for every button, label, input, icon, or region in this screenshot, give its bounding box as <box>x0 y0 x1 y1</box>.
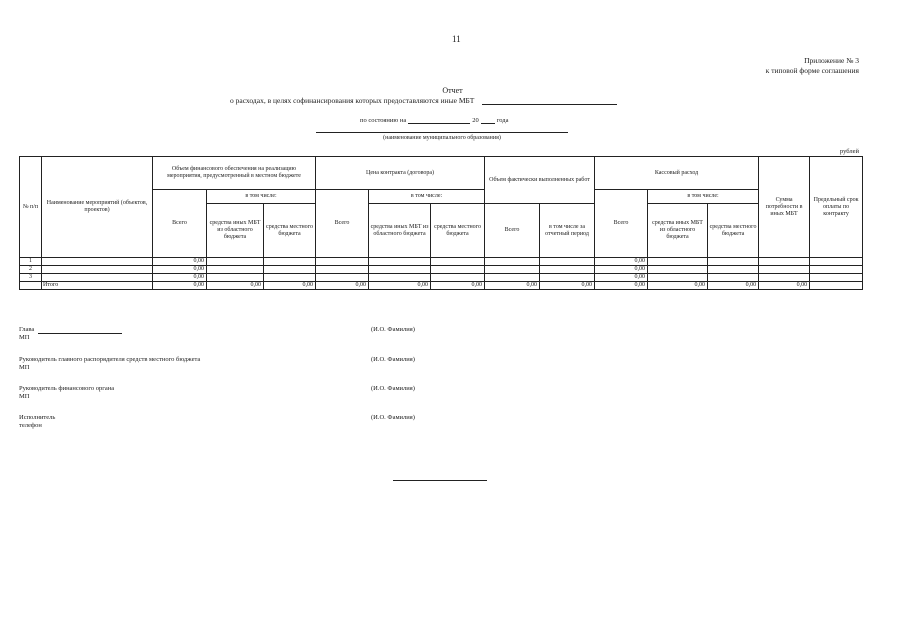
year-suffix: года <box>496 117 509 124</box>
col-header-funding-regional: средства иных МБТ из областного бюджета <box>207 204 264 258</box>
col-header-deadline: Предельный срок оплаты по контракту <box>810 157 863 258</box>
row-funding-total: 0,00 <box>153 258 207 266</box>
col-header-work-period: в том числе за отчетный период <box>540 204 595 258</box>
municipality-caption: (наименование муниципального образования) <box>383 135 501 141</box>
col-header-cash-including: в том числе: <box>648 190 759 204</box>
signature-block-manager <box>19 356 200 372</box>
row-num: 2 <box>20 266 42 274</box>
totals-label: Итого <box>42 282 153 290</box>
total-work-period: 0,00 <box>540 282 595 290</box>
year-prefix: 20 <box>472 117 479 124</box>
col-header-funding-including: в том числе: <box>207 190 316 204</box>
table-row <box>20 258 863 266</box>
row-cash-total: 0,00 <box>595 258 648 266</box>
col-header-cash-regional: средства иных МБТ из областного бюджета <box>648 204 708 258</box>
signature-sub: МП <box>19 364 30 371</box>
signature-block-finance <box>19 385 114 401</box>
signature-name: (И.О. Фамилия) <box>371 356 415 363</box>
row-cash-total: 0,00 <box>595 274 648 282</box>
signature-sub: МП <box>19 334 30 341</box>
signature-name: (И.О. Фамилия) <box>371 326 415 333</box>
total-funding-local: 0,00 <box>264 282 316 290</box>
col-header-num: № п/п <box>20 157 42 258</box>
total-funding: 0,00 <box>153 282 207 290</box>
total-cash: 0,00 <box>595 282 648 290</box>
appendix-note <box>766 56 859 76</box>
subtitle-blank-line <box>482 96 617 105</box>
footer-divider-line <box>393 480 487 481</box>
report-subtitle <box>230 96 617 105</box>
report-subtitle-text: о расходах, в целях софинансирования которых предоставляются иные МБТ <box>230 96 475 105</box>
row-funding-total: 0,00 <box>153 274 207 282</box>
signature-role: Исполнитель <box>19 414 56 421</box>
expense-report-table <box>19 156 863 290</box>
signature-sub: телефон <box>19 422 42 429</box>
signature-role: Руководитель финансового органа <box>19 385 115 392</box>
total-work: 0,00 <box>485 282 540 290</box>
table-row <box>20 266 863 274</box>
total-funding-regional: 0,00 <box>207 282 264 290</box>
col-header-cash-local: средства местного бюджета <box>708 204 759 258</box>
signature-block-executor <box>19 414 55 430</box>
col-header-cash-total: Всего <box>595 190 648 258</box>
signature-name: (И.О. Фамилия) <box>371 414 415 421</box>
row-num: 3 <box>20 274 42 282</box>
signature-name: (И.О. Фамилия) <box>371 385 415 392</box>
date-blank-line <box>408 116 470 124</box>
currency-label: рублей <box>839 148 859 155</box>
as-of-date-line <box>360 116 508 124</box>
col-header-contract-total: Всего <box>316 190 369 258</box>
year-blank-line <box>481 116 495 124</box>
col-header-contract-local: средства местного бюджета <box>431 204 485 258</box>
page-number: 11 <box>452 34 461 44</box>
col-header-contract-including: в том числе: <box>369 190 485 204</box>
col-header-funding: Объем финансового обеспечения на реализацию мероприятия, предусмотренный в местном бюджете <box>153 157 316 190</box>
report-title: Отчет <box>442 86 463 95</box>
col-header-contract-price: Цена контракта (договора) <box>316 157 485 190</box>
signature-block-head <box>19 326 122 342</box>
signature-role: Руководитель главного распорядителя средств местного бюджета <box>19 356 201 363</box>
appendix-line-1: Приложение № 3 <box>804 56 859 65</box>
col-header-cash-expense: Кассовый расход <box>595 157 759 190</box>
total-cash-regional: 0,00 <box>648 282 708 290</box>
appendix-line-2: к типовой форме соглашения <box>765 66 859 75</box>
col-header-funding-total: Всего <box>153 190 207 258</box>
col-header-funding-local: средства местного бюджета <box>264 204 316 258</box>
total-need-amount: 0,00 <box>759 282 810 290</box>
signature-blank-line <box>38 326 122 334</box>
signature-sub: МП <box>19 393 30 400</box>
row-cash-total: 0,00 <box>595 266 648 274</box>
municipality-blank-line <box>316 132 568 133</box>
col-header-need-amount: Сумма потребности в иных МБТ <box>759 157 810 258</box>
totals-row <box>20 282 863 290</box>
header-row-1 <box>20 157 863 190</box>
total-cash-local: 0,00 <box>708 282 759 290</box>
row-funding-total: 0,00 <box>153 266 207 274</box>
col-header-contract-regional: средства иных МБТ из областного бюджета <box>369 204 431 258</box>
table-row <box>20 274 863 282</box>
total-contract-local: 0,00 <box>431 282 485 290</box>
total-contract: 0,00 <box>316 282 369 290</box>
signature-role: Глава <box>19 326 35 333</box>
col-header-work-total: Всего <box>485 204 540 258</box>
col-header-name: Наименование мероприятий (объектов, проектов) <box>42 157 153 258</box>
row-num: 1 <box>20 258 42 266</box>
total-contract-regional: 0,00 <box>369 282 431 290</box>
col-header-work-done: Объем фактически выполненных работ <box>485 157 595 204</box>
as-of-prefix: по состоянию на <box>360 117 407 124</box>
